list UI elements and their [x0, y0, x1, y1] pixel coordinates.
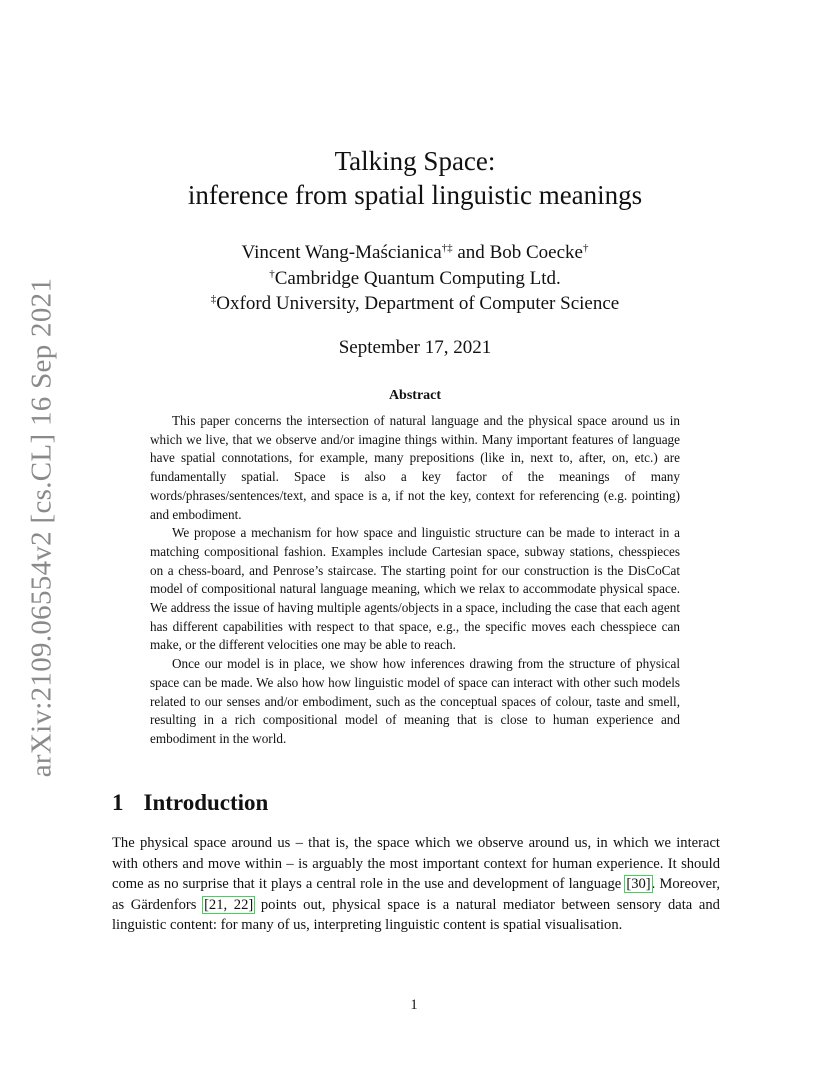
page-number: 1 — [410, 997, 418, 1013]
citation-link-30[interactable]: [30] — [626, 876, 651, 893]
author-2-mark: † — [582, 242, 589, 254]
intro-text-b: . Moreover, as Gärdenfors — [112, 876, 720, 913]
arxiv-identifier-text: arXiv:2109.06554v2 [cs.CL] 16 Sep 2021 — [25, 277, 58, 777]
section-title: Introduction — [143, 790, 269, 815]
section-heading — [112, 790, 720, 816]
paper-title — [110, 144, 720, 212]
arxiv-identifier-stamp — [22, 277, 62, 777]
author-2-name: Bob Coecke — [489, 242, 583, 263]
abstract-heading: Abstract — [388, 388, 442, 403]
affiliation-1-text: Cambridge Quantum Computing Ltd. — [274, 267, 561, 289]
introduction-paragraph — [112, 833, 720, 936]
author-connector: and — [452, 242, 490, 263]
affiliation-1-mark: † — [269, 267, 275, 280]
intro-text-a: The physical space around us – that is, the space which we observe around us, in which we interact with others and move within – is arguably the most important context for human experience. It should come as no surprise that it plays a central role in the use and development of language — [112, 835, 720, 893]
abstract-paragraph-3: Once our model is in place, we show how inferences drawing from the structure of physical space can be made. We also how how linguistic model of space can interact with other such models related to our senses and/or embodiment, such as the conceptual spaces of colour, taste and smell, resulting in a rich compositional model of meaning that is close to human experience and embodiment in the world. — [150, 656, 680, 746]
affiliation-2 — [110, 291, 720, 317]
author-1-name: Vincent Wang-Maścianica — [241, 242, 442, 263]
citation-link-21-22[interactable]: [21, 22] — [204, 896, 254, 913]
title-line-1: Talking Space: — [334, 146, 496, 176]
abstract-paragraph-2: We propose a mechanism for how space and linguistic structure can be made to interact in a matching compositional fashion. Examples include Cartesian space, subway stations, chesspieces on a chess-board, and Penrose’s staircase. The starting point for our construction is the DisCoCat model of compositional natural language meaning, which we relax to accommodate physical space. We address the issue of having multiple agents/objects in a space, including the case that each agent has different capabilities with respect to that space, e.g., the specific moves each chesspiece can make, or the different velocities one may be able to reach. — [150, 525, 680, 653]
introduction-section — [112, 790, 720, 936]
abstract-paragraph-1: This paper concerns the intersection of natural language and the physical space around us in which we live, that we observe and/or imagine things within. Many important features of language have spatial connotations, for example, many prepositions (like in, next to, after, on, etc.) are fundamentally spatial. Space is also a key factor of the meanings of many words/phrases/sentences/text, and space is a, if not the key, context for referencing (e.g. pointing) and embodiment. — [150, 413, 680, 522]
author-line — [110, 240, 720, 266]
affiliation-1 — [110, 266, 720, 292]
affiliation-2-mark: ‡ — [210, 293, 217, 305]
publication-date: September 17, 2021 — [338, 336, 492, 358]
intro-text-c: points out, physical space is a natural mediator between sensory data and linguistic content: for many of us, interpreting linguistic content is spatial visualisation. — [112, 896, 720, 934]
abstract-section — [150, 388, 680, 749]
title-line-2: inference from spatial linguistic meanings — [187, 180, 643, 210]
title-block — [110, 144, 720, 360]
section-number: 1 — [112, 790, 124, 815]
affiliation-2-text: Oxford University, Department of Computer Science — [216, 293, 620, 314]
author-1-marks: †‡ — [441, 242, 453, 254]
author-block — [110, 240, 720, 317]
